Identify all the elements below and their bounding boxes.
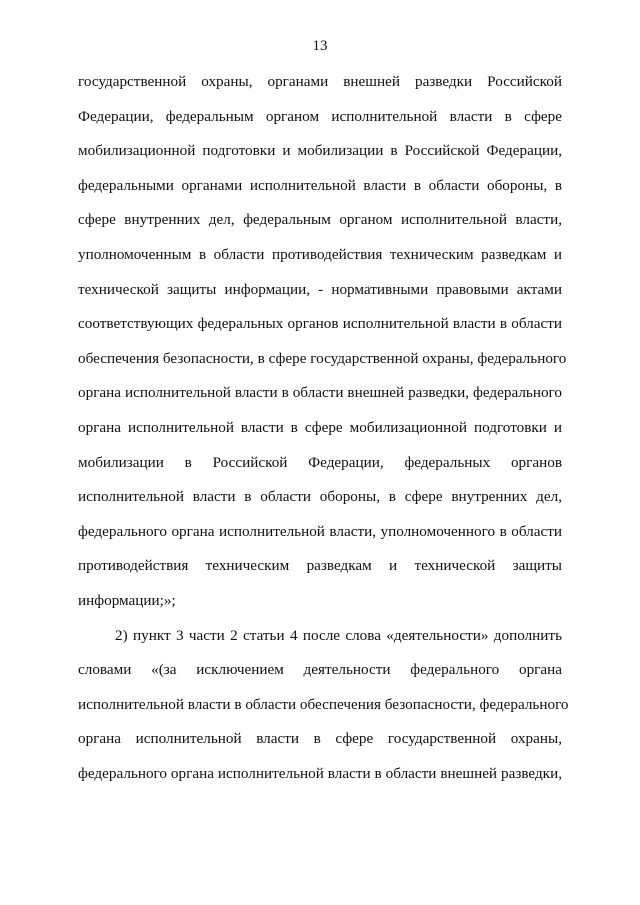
text-line: органа исполнительной власти в сфере государственной охраны, <box>78 730 562 748</box>
text-line: Федерации, федеральным органом исполнительной власти в сфере <box>78 107 562 125</box>
page-number: 13 <box>312 38 328 54</box>
text-line: государственной охраны, органами внешней разведки Российской <box>78 73 562 90</box>
text-line: федеральными органами исполнительной власти в области обороны, в <box>78 176 562 194</box>
text-line: уполномоченным в области противодействия техническим разведкам и <box>78 245 562 263</box>
text-line: технической защиты информации, - нормативными правовыми актами <box>78 280 562 298</box>
text-line: мобилизации в Российской Федерации, федеральных органов <box>78 453 562 471</box>
text-line: соответствующих федеральных органов исполнительной власти в области <box>78 315 562 333</box>
text-line: противодействия техническим разведкам и технической защиты <box>78 557 562 575</box>
text-line: органа исполнительной власти в сфере мобилизационной подготовки и <box>78 418 562 436</box>
text-line: информации;»; <box>78 591 176 609</box>
text-line: исполнительной власти в области обороны, в сфере внутренних дел, <box>78 488 562 506</box>
text-line: мобилизационной подготовки и мобилизации в Российской Федерации, <box>78 142 562 160</box>
paragraph-first-line: 2) пункт 3 части 2 статьи 4 после слова «деятельности» дополнить <box>115 626 562 644</box>
text-line: обеспечения безопасности, в сфере государственной охраны, федерального <box>78 349 567 367</box>
text-line: сфере внутренних дел, федеральным органом исполнительной власти, <box>78 211 562 229</box>
text-line: федерального органа исполнительной власти в области внешней разведки, <box>78 764 562 782</box>
body-text <box>78 65 569 791</box>
text-line: исполнительной власти в области обеспечения безопасности, федерального <box>78 695 569 713</box>
text-line: органа исполнительной власти в области внешней разведки, федерального <box>78 384 562 402</box>
text-line: словами «(за исключением деятельности федерального органа <box>78 661 562 679</box>
text-line: федерального органа исполнительной власти, уполномоченного в области <box>78 522 562 540</box>
